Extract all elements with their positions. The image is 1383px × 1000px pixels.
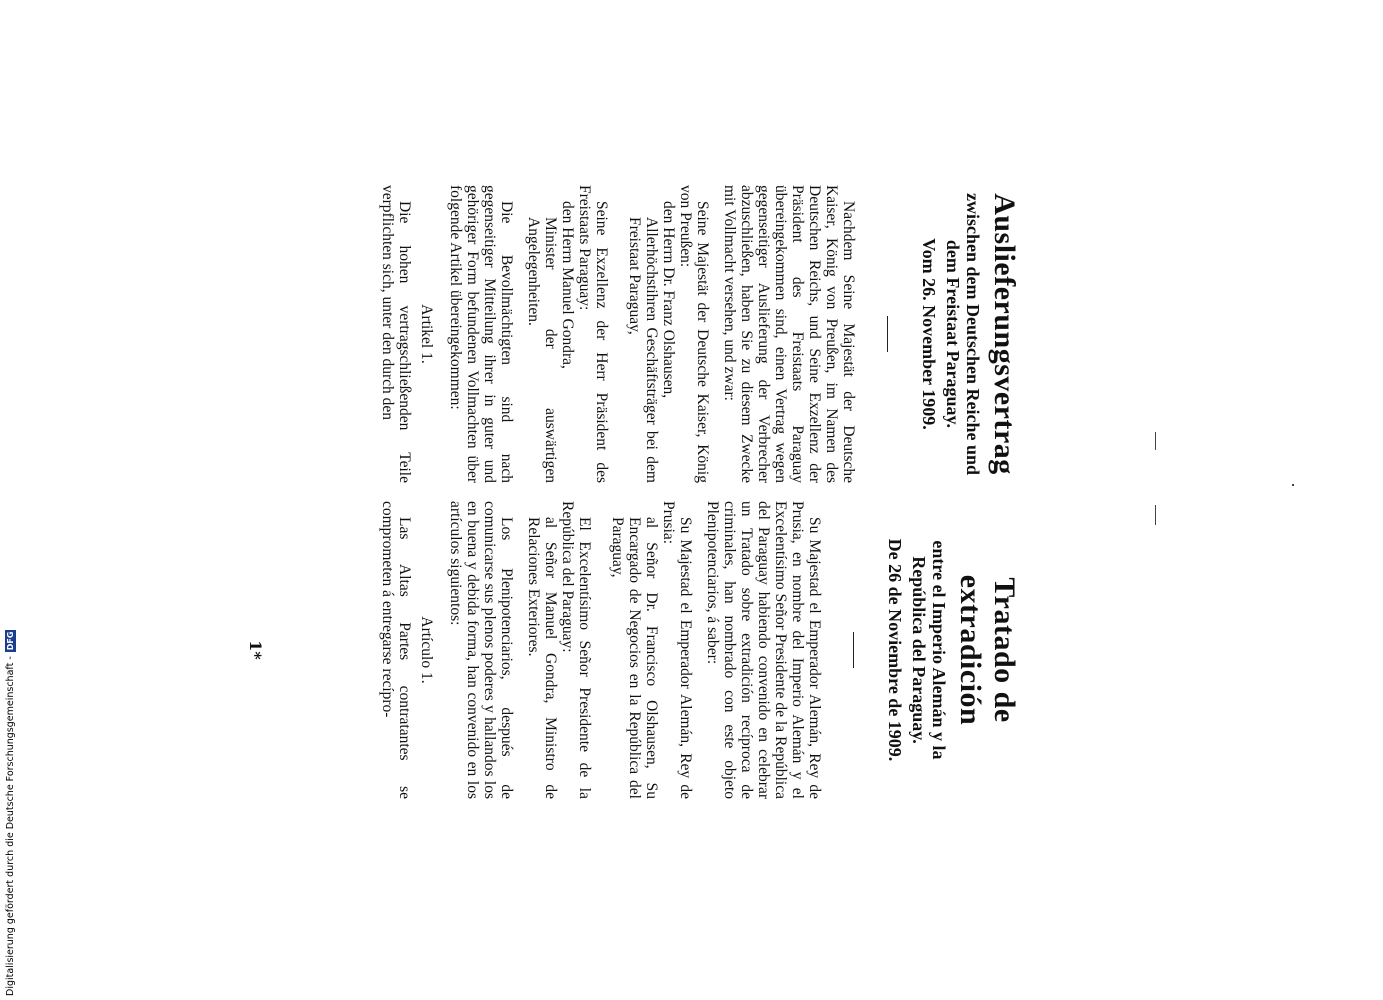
spanish-party2-name: al Señor Manuel Gondra, Ministro de Relaciones Exteriores. <box>525 517 559 799</box>
german-party2-head: Seine Exzellenz der Herr Präsident des Freistaats Paraguay: <box>576 185 610 483</box>
german-party1-title: Allerhöchstihren Geschäftsträger bei dem Freistaat Paraguay, <box>626 217 660 483</box>
spacer <box>515 185 525 483</box>
spanish-article1-text: Las Altas Partes contratantes se comprometen á entregarse recípro- <box>379 501 413 799</box>
digitization-footer <box>3 596 17 996</box>
footer-text: Digitalisierung gefördert durch die Deutsche Forschungsgemeinschaft - <box>4 656 16 996</box>
spanish-divider <box>853 632 854 668</box>
german-divider <box>887 316 888 352</box>
dfg-logo-icon: DFG <box>5 631 15 651</box>
page-mark: 1* <box>246 640 265 660</box>
spanish-plenipotentiaries: Los Plenipotenciarios, después de comunicarse sus plenos poderes y hallandos los en buena y debida forma, han convenido en los artículos siguientos: <box>447 501 515 799</box>
german-article1-text: Die hohen vertragschließenden Teile verpflichten sich, unter den durch den <box>379 185 413 483</box>
rotated-document-page <box>241 185 1021 815</box>
spanish-party1-name: al Señor Dr. Francisco Olshausen, Su Encargado de Negocios en la República del Paraguay, <box>609 517 660 799</box>
spacer <box>711 185 721 483</box>
spacer <box>616 185 626 483</box>
spanish-preamble: Su Majestad el Emperador Alemán, Rey de Prusia, en nombre del Imperio Alemán y el Excelentísimo Señor Presidente de la República del Paraguay habiendo convenido en celebrar un Tratado sobre extradición recíproca de criminales, han nombrado con este objeto Plenipotenciarios, á saber: <box>704 501 823 799</box>
spacer <box>599 501 609 799</box>
spanish-party2-head: El Excelentísimo Señor Presidente de la República del Paraguay: <box>559 501 593 799</box>
scan-mark <box>1155 505 1156 525</box>
spacer <box>694 501 704 799</box>
scan-mark <box>1292 484 1294 486</box>
german-subtitle: zwischen dem Deutschen Reiche und dem Freistaat Paraguay. <box>943 193 983 475</box>
spanish-date: De 26 de Noviembre de 1909. <box>885 538 905 762</box>
german-date: Vom 26. November 1909. <box>919 238 939 430</box>
german-column <box>379 185 1021 483</box>
spanish-subtitle: entre el Imperio Alemán y la República del Paraguay. <box>909 540 949 760</box>
german-preamble: Nachdem Seine Majestät der Deutsche Kaiser, König von Preußen, im Namen des Deutschen Reichs, und Seine Exzellenz der Präsident des Freistaats Paraguay übereingekommen sind, einen Vertrag wegen gegenseitiger Auslieferung der Verbrecher abzuschließen, haben Sie zu diesem Zwecke mit Vollmacht versehen, und zwar: <box>721 185 857 483</box>
spanish-title: Tratado de extradición <box>954 574 1021 726</box>
spanish-column <box>379 501 1021 799</box>
scan-mark <box>1155 432 1156 450</box>
german-party1-name: den Herrn Dr. Franz Olshausen, <box>660 201 677 399</box>
german-article1-heading: Artikel 1. <box>418 304 435 364</box>
german-party2-title: Minister der auswärtigen Angelegenheiten. <box>525 217 559 483</box>
spanish-party1-head: Su Majestad el Emperador Alemán, Rey de Prusia: <box>660 501 694 799</box>
spanish-article1-heading: Artículo 1. <box>418 616 435 684</box>
german-plenipotentiaries: Die Bevollmächtigten sind nach gegenseitiger Mitteilung ihrer in guter und gehöriger Form befundenen Vollmachten über folgende Artikel übereingekommen: <box>447 185 515 483</box>
german-title: Auslieferungsvertrag <box>988 193 1021 475</box>
german-party2-name: den Herrn Manuel Gondra, <box>559 201 576 369</box>
spacer <box>515 501 525 799</box>
german-party1-head: Seine Majestät der Deutsche Kaiser, König von Preußen: <box>677 185 711 483</box>
